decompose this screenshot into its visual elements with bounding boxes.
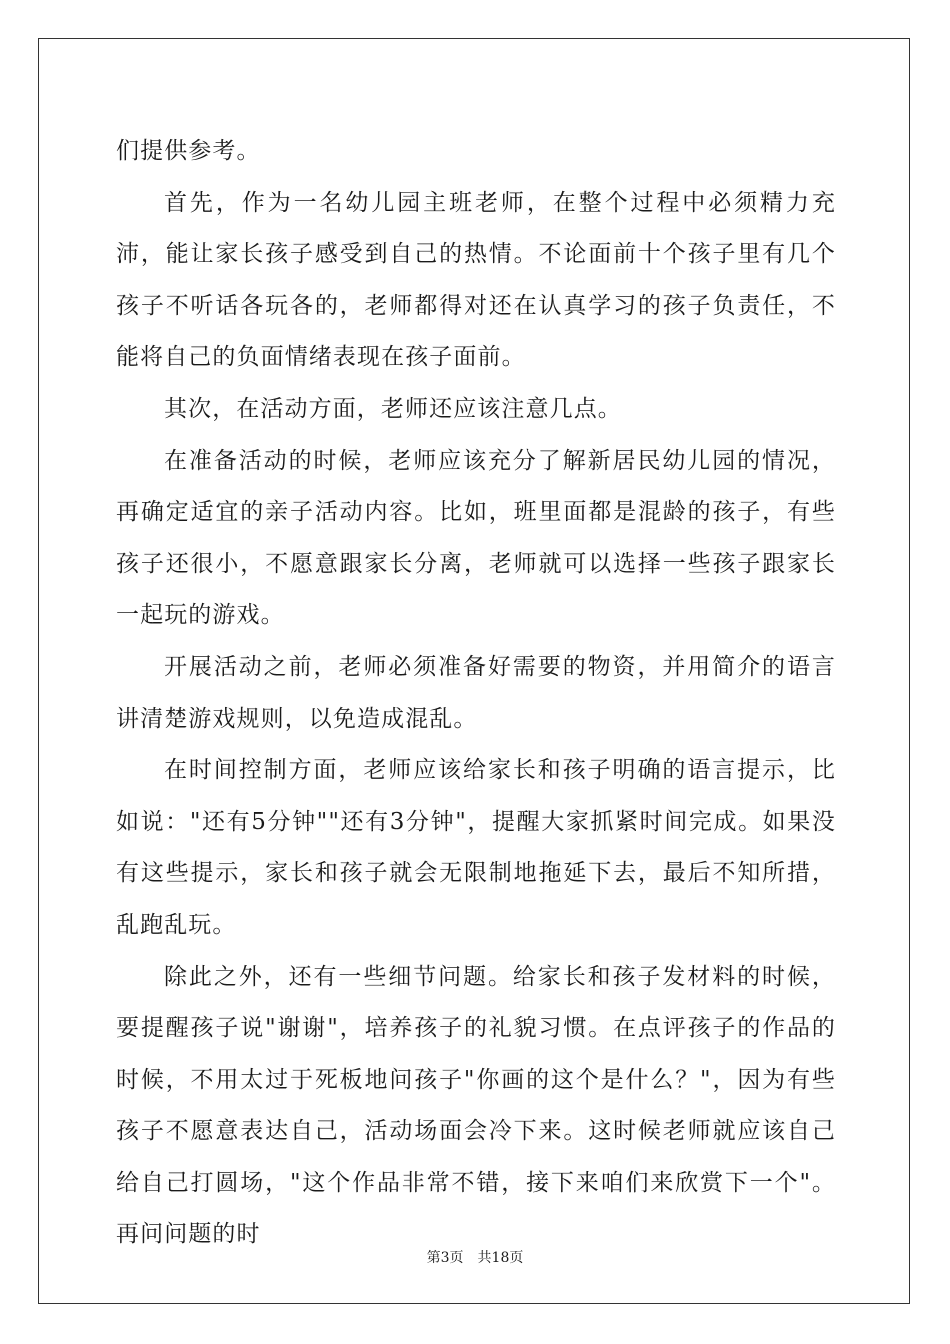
page-footer [0,1247,950,1267]
paragraph-7: 除此之外，还有一些细节问题。给家长和孩子发材料的时候，要提醒孩子说"谢谢"，培养孩子的礼貌习惯。在点评孩子的作品的时候，不用太过于死板地问孩子"你画的这个是什么？"，因为有些孩子不愿意表达自己，活动场面会冷下来。这时候老师就应该自己给自己打圆场，"这个作品非常不错，接下来咱们来欣赏下一个"。再问问题的时 [116,963,836,1248]
paragraph-5: 开展活动之前，老师必须准备好需要的物资，并用简介的语言讲清楚游戏规则，以免造成混乱。 [116,653,836,732]
document-body [116,126,836,1261]
paragraph-2: 首先，作为一名幼儿园主班老师，在整个过程中必须精力充沛，能让家长孩子感受到自己的热情。不论面前十个孩子里有几个孩子不听话各玩各的，老师都得对还在认真学习的孩子负责任，不能将自己的负面情绪表现在孩子面前。 [116,189,836,371]
paragraph-6: 在时间控制方面，老师应该给家长和孩子明确的语言提示，比如说："还有5分钟""还有3分钟"，提醒大家抓紧时间完成。如果没有这些提示，家长和孩子就会无限制地拖延下去，最后不知所措，乱跑乱玩。 [116,757,836,938]
page-total: 共18页 [477,1250,524,1266]
paragraph-4: 在准备活动的时候，老师应该充分了解新居民幼儿园的情况，再确定适宜的亲子活动内容。比如，班里面都是混龄的孩子，有些孩子还很小，不愿意跟家长分离，老师就可以选择一些孩子跟家长一起玩的游戏。 [116,447,836,629]
paragraph-1: 们提供参考。 [116,138,261,164]
page-number: 第3页 [426,1250,464,1266]
paragraph-3: 其次，在活动方面，老师还应该注意几点。 [164,395,622,422]
